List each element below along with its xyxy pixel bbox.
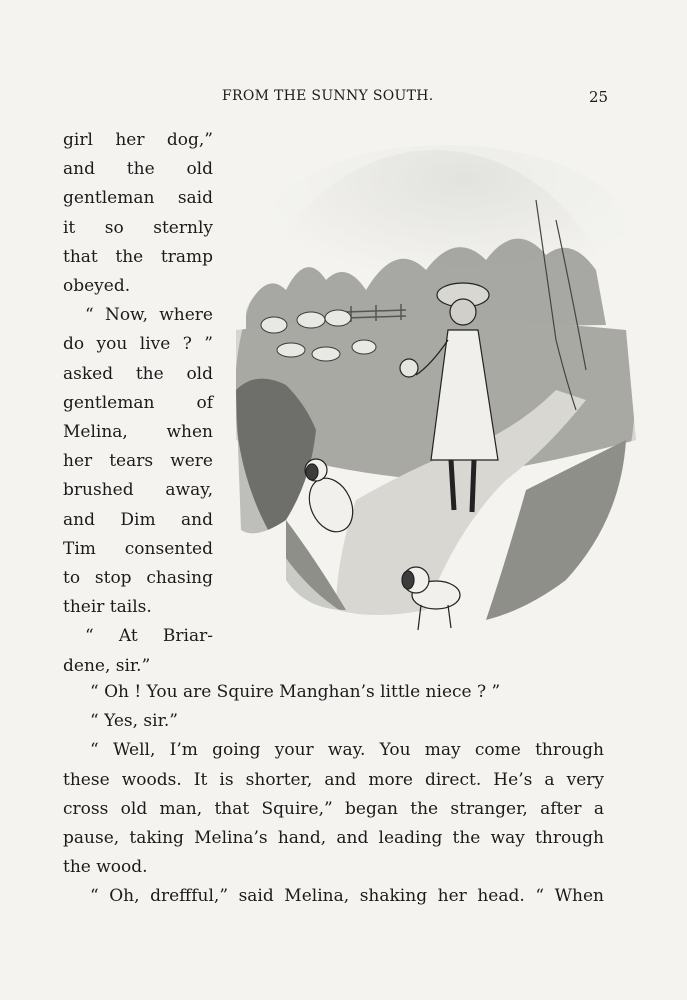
- text-line: dene, sir.”: [63, 655, 151, 676]
- page-number: 25: [589, 88, 609, 106]
- wide-text-block: [63, 678, 604, 912]
- text-line: “ Well, I’m going your way. You may come through: [90, 740, 604, 761]
- text-line: “ Now, where: [85, 305, 213, 326]
- running-head: FROM THE SUNNY SOUTH.: [222, 88, 434, 104]
- text-line: do you live ? ”: [63, 334, 213, 355]
- narrow-text-column: [63, 126, 213, 681]
- text-line: the wood.: [63, 857, 148, 878]
- text-line: her tears were: [63, 451, 213, 472]
- text-line: gentleman of: [63, 392, 213, 413]
- page-header: [0, 88, 687, 110]
- vignette-illustration: [226, 140, 644, 650]
- text-line: it so sternly: [63, 217, 213, 238]
- text-line: that the tramp: [63, 246, 213, 267]
- text-line: asked the old: [63, 363, 213, 384]
- text-line: these woods. It is shorter, and more direct. He’s a very: [63, 769, 604, 790]
- text-line: Tim consented: [63, 538, 213, 559]
- text-line: “ At Briar-: [85, 626, 213, 647]
- text-line: brushed away,: [63, 480, 213, 501]
- text-line: their tails.: [63, 597, 152, 618]
- text-line: girl her dog,”: [63, 130, 213, 150]
- text-line: “ Yes, sir.”: [90, 711, 178, 732]
- text-line: to stop chasing: [63, 568, 213, 589]
- text-line: and the old: [63, 159, 213, 180]
- text-line: gentleman said: [63, 188, 213, 209]
- text-line: Melina, when: [63, 422, 213, 443]
- text-line: and Dim and: [63, 509, 213, 530]
- text-line: obeyed.: [63, 276, 131, 297]
- text-line: “ Oh ! You are Squire Manghan’s little niece ? ”: [90, 682, 501, 702]
- text-line: cross old man, that Squire,” began the stranger, after a: [63, 798, 604, 819]
- text-line: “ Oh, dreffful,” said Melina, shaking her head. “ When: [90, 886, 604, 907]
- text-line: pause, taking Melina’s hand, and leading the way through: [63, 828, 604, 849]
